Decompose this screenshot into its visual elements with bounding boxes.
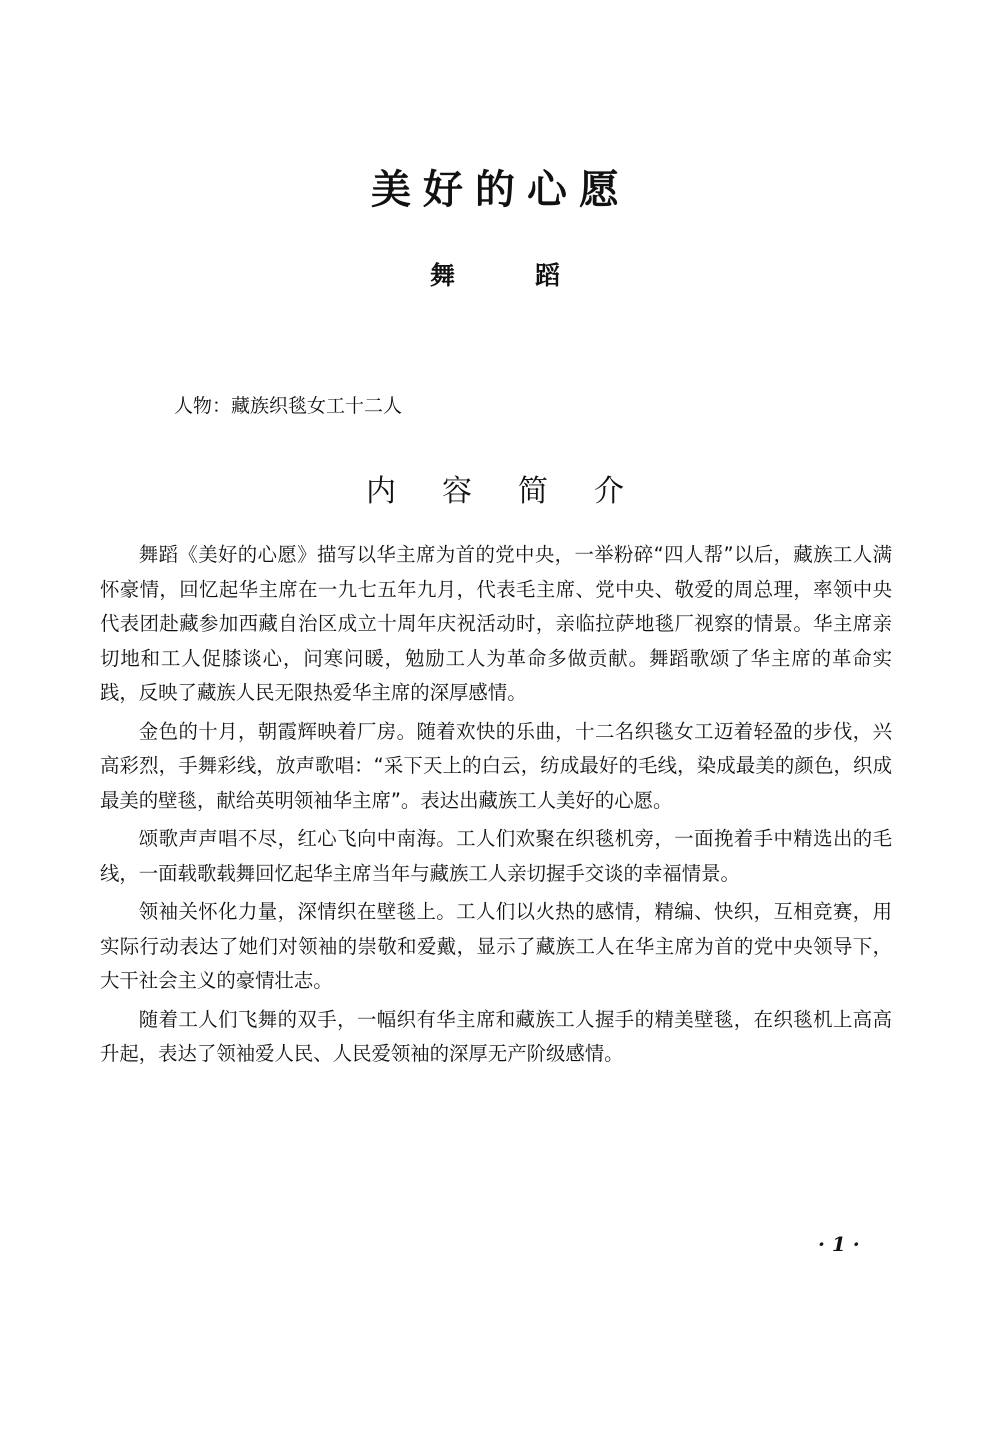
paragraph: 随着工人们飞舞的双手，一幅织有华主席和藏族工人握手的精美壁毯，在织毯机上高高升起，表达了领袖爱人民、人民爱领袖的深厚无产阶级感情。 xyxy=(100,1007,892,1065)
paragraph: 舞蹈《美好的心愿》描写以华主席为首的党中央，一举粉碎“四人帮”以后，藏族工人满怀豪情，回忆起华主席在一九七五年九月，代表毛主席、党中央、敬爱的周总理，率领中央代表团赴藏参加西藏自治区成立十周年庆祝活动时，亲临拉萨地毯厂视察的情景。华主席亲切地和工人促膝谈心，问寒问暖，勉励工人为革命多做贡献。舞蹈歌颂了华主席的革命实践，反映了藏族人民无限热爱华主席的深厚感情。 xyxy=(100,543,892,704)
characters-line: 人物：藏族织毯女工十二人 xyxy=(174,395,403,417)
page-number: · 1 · xyxy=(818,1232,860,1256)
paragraph: 领袖关怀化力量，深情织在壁毯上。工人们以火热的感情，精编、快织，互相竞赛，用实际行动表达了她们对领袖的崇敬和爱戴，显示了藏族工人在华主席为首的党中央领导下，大干社会主义的豪情壮志。 xyxy=(100,900,892,992)
page-title: 美好的心愿 xyxy=(371,166,631,213)
paragraph: 金色的十月，朝霞辉映着厂房。随着欢快的乐曲，十二名织毯女工迈着轻盈的步伐，兴高彩烈，手舞彩线，放声歌唱：“采下天上的白云，纺成最好的毛线，染成最美的颜色，织成最美的壁毯，献给英明领袖华主席”。表达出藏族工人美好的心愿。 xyxy=(100,719,892,812)
page-subtitle: 舞蹈 xyxy=(429,261,640,290)
body-text xyxy=(100,538,892,1076)
section-heading: 内容简介 xyxy=(366,474,670,509)
paragraph: 颂歌声声唱不尽，红心飞向中南海。工人们欢聚在织毯机旁，一面挽着手中精选出的毛线，一面载歌载舞回忆起华主席当年与藏族工人亲切握手交谈的幸福情景。 xyxy=(100,827,892,885)
